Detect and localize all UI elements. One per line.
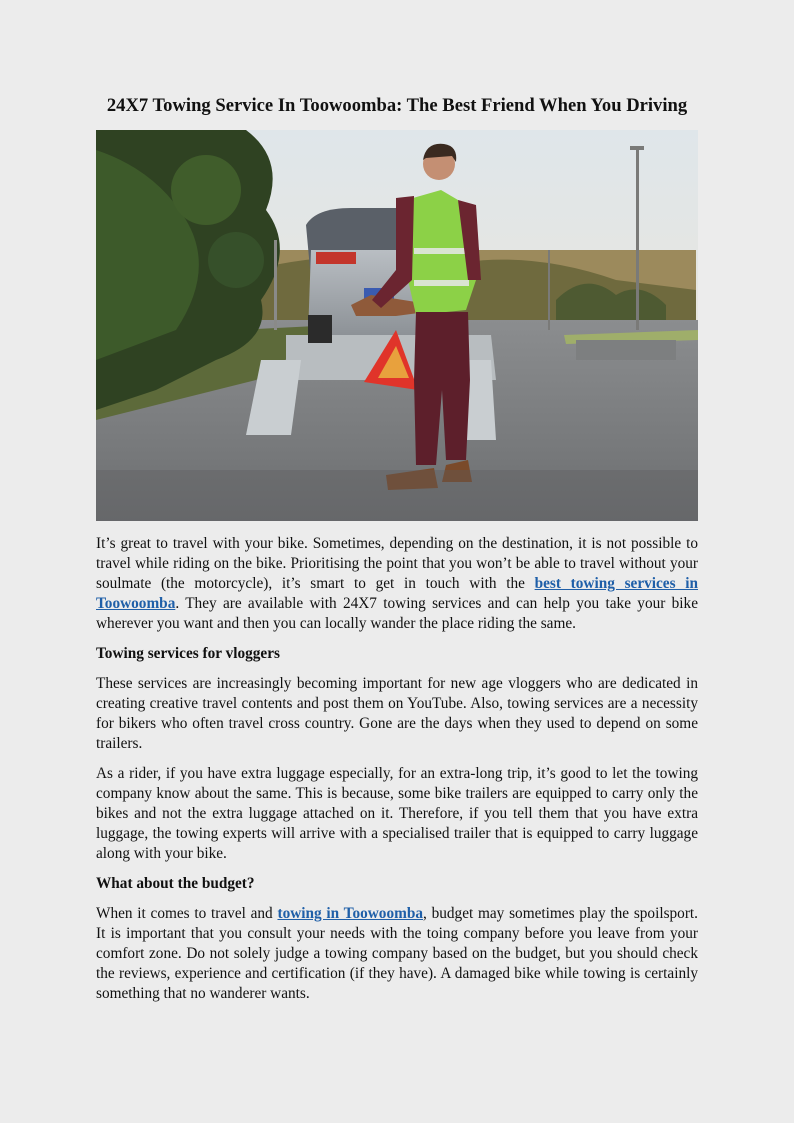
document-page xyxy=(96,92,698,1004)
intro-text-start: It’s great to travel with your bike. Sometimes, depending on the destination, it is not possible to travel while riding on the bike. Prioritising the point that you won’t be able to travel without your soulmate (the motorcycle), it’s smart to get in touch with the xyxy=(96,535,698,592)
intro-text-end: . They are available with 24X7 towing services and can help you take your bike wherever you want and then you can locally wander the place riding the same. xyxy=(96,595,698,632)
towing-in-toowoomba-link[interactable]: towing in Toowoomba xyxy=(277,905,424,922)
page-title: 24X7 Towing Service In Toowoomba: The Best Friend When You Driving xyxy=(106,95,688,116)
intro-paragraph xyxy=(96,534,698,634)
budget-text-end: , budget may sometimes play the spoilsport. It is important that you consult your needs with the toing company before you leave from your comfort zone. Do not solely judge a towing company based on the budget, but you should check the reviews, experience and certification (if they have). A damaged bike while towing is certainly something that no wanderer wants. xyxy=(96,905,698,1002)
budget-paragraph xyxy=(96,904,698,1004)
hero-image xyxy=(96,130,698,521)
budget-text-start: When it comes to travel and xyxy=(96,905,278,922)
luggage-paragraph: As a rider, if you have extra luggage especially, for an extra-long trip, it’s good to let the towing company know about the same. This is because, some bike trailers are equipped to carry only the bikes and not the extra luggage attached on it. Therefore, if you tell them that you have extra luggage, the towing experts will arrive with a specialised trailer that is equipped to carry luggage along with your bike. xyxy=(96,765,698,862)
section-heading-vloggers: Towing services for vloggers xyxy=(96,645,280,662)
vloggers-paragraph: These services are increasingly becoming important for new age vloggers who are dedicated in creating creative travel contents and post them on YouTube. Also, towing services are a necessity for bikers who often travel cross country. Gone are the days when they used to depend on some trailers. xyxy=(96,675,698,752)
section-heading-budget: What about the budget? xyxy=(96,875,255,892)
best-towing-services-link[interactable]: best towing services in Toowoomba xyxy=(96,575,699,612)
